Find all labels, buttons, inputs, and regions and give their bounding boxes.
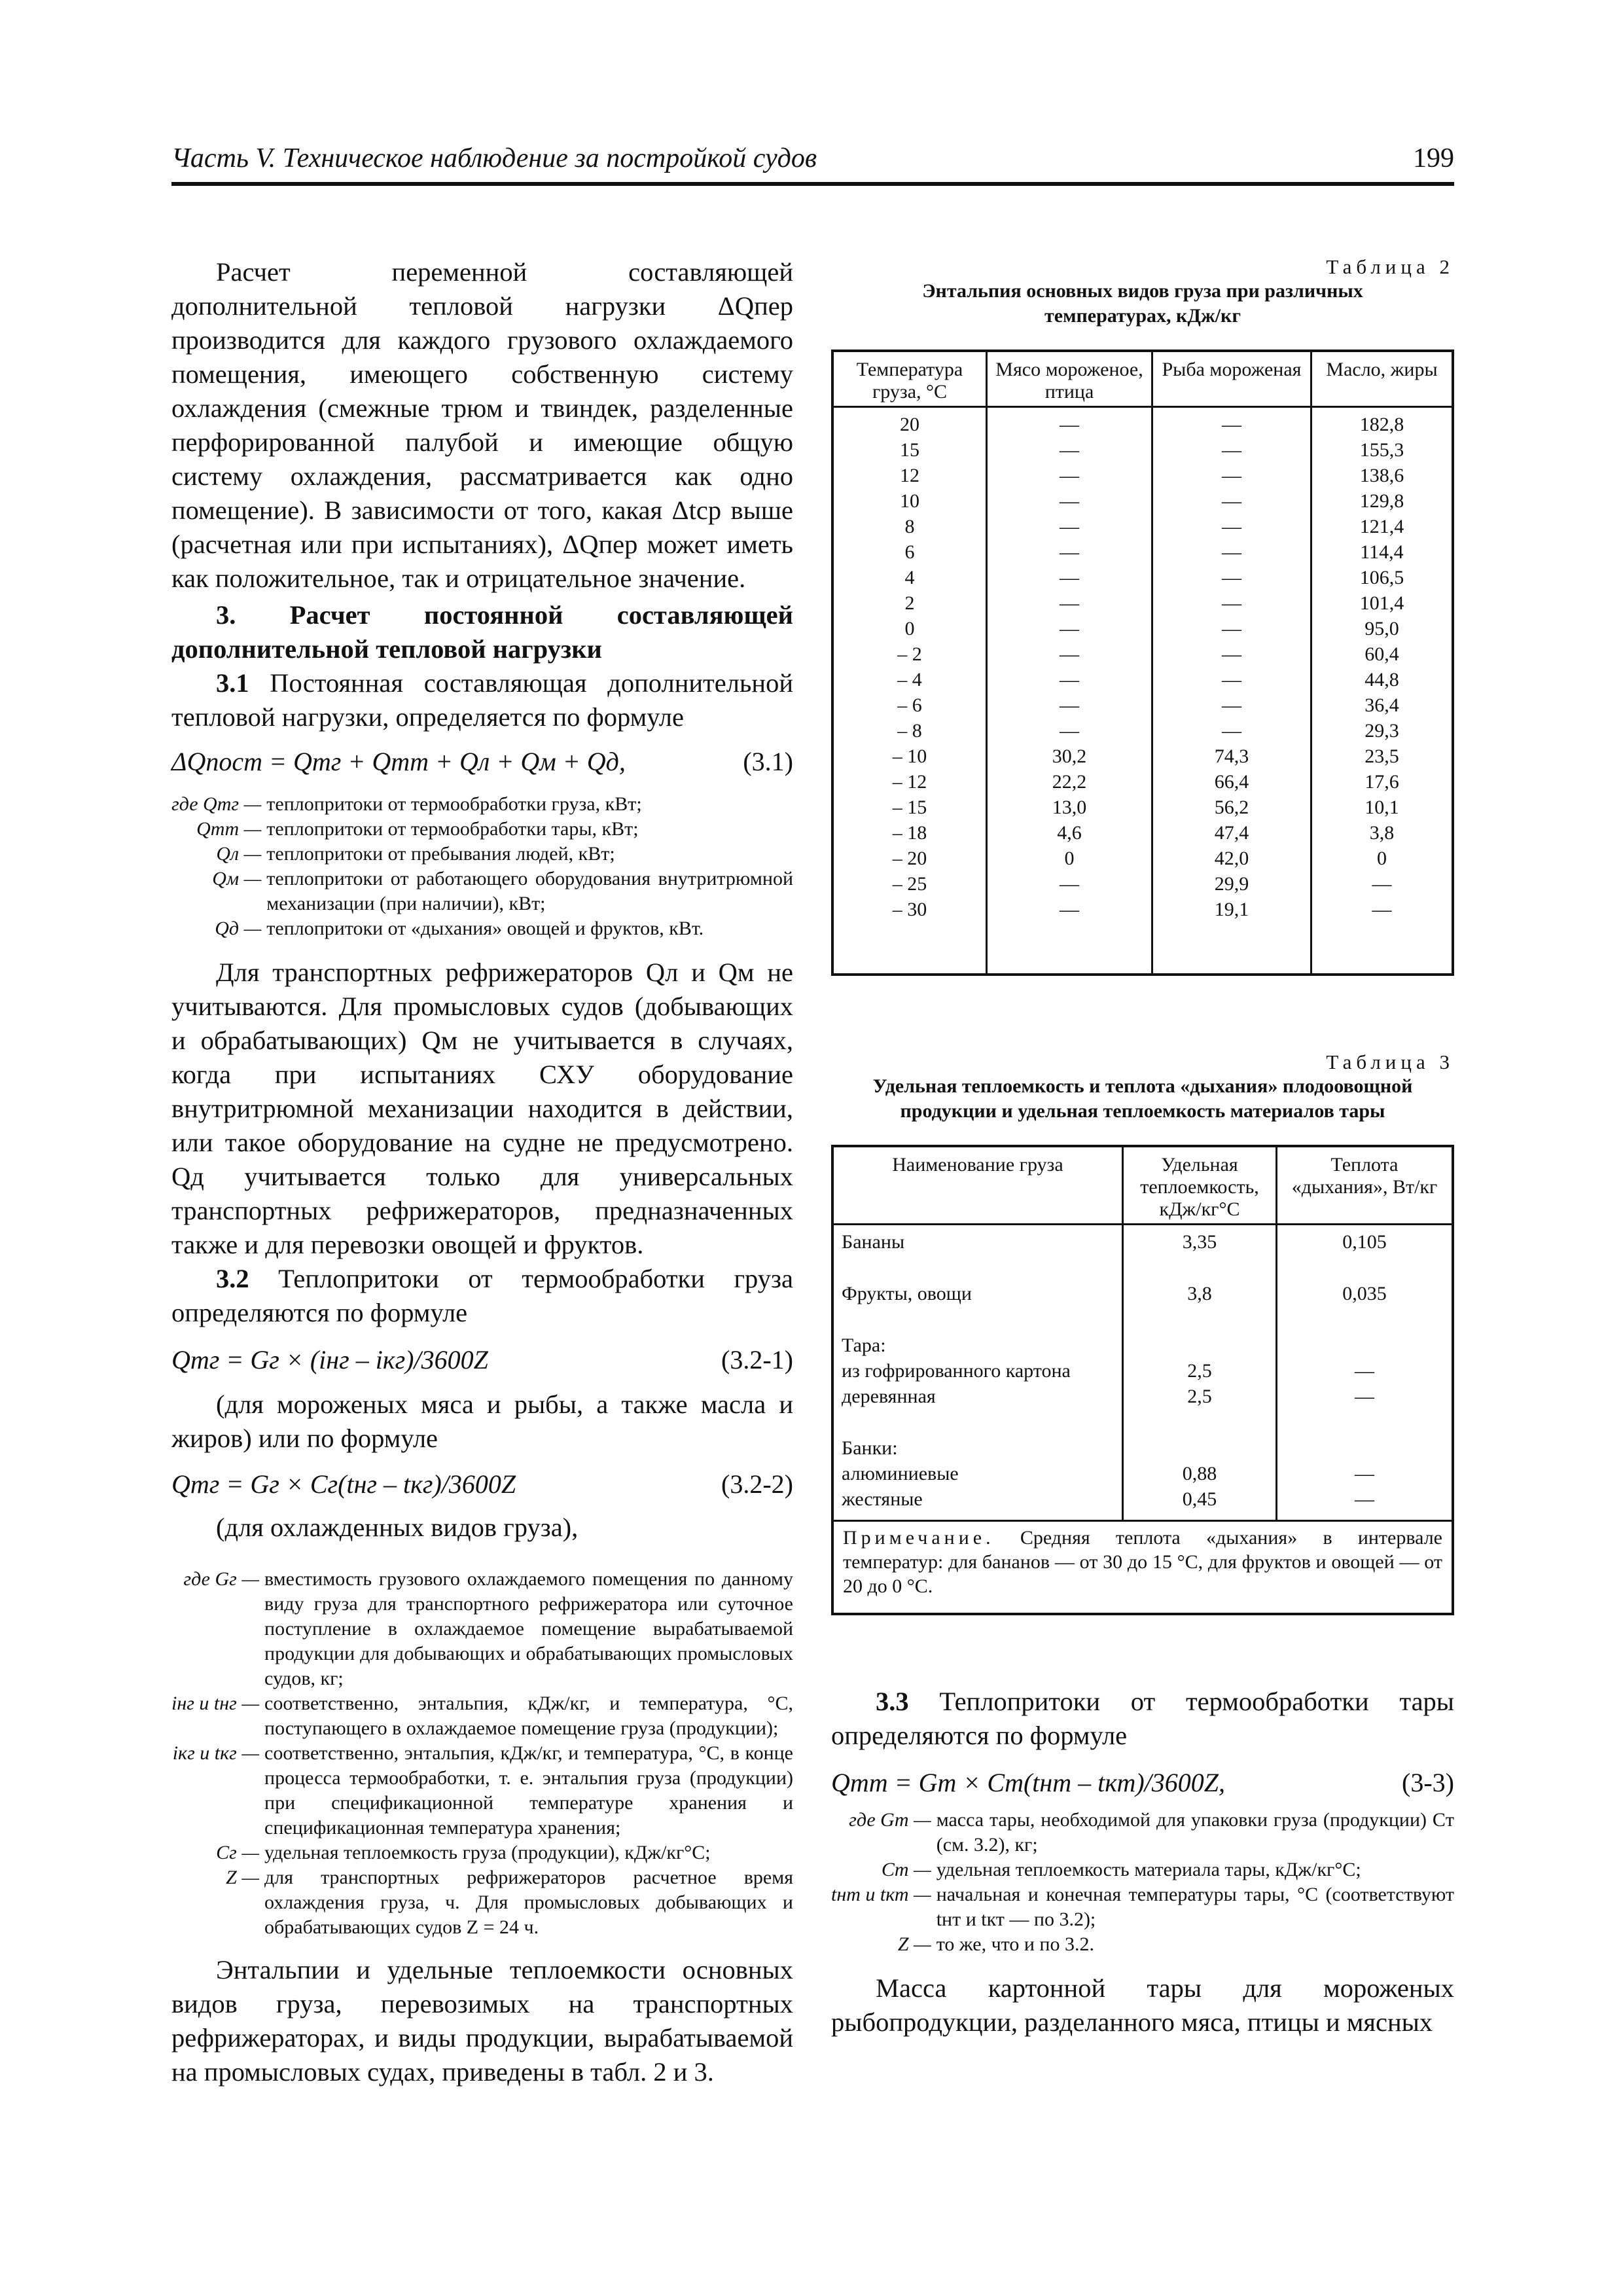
definition-text: масса тары, необходимой для упаковки груза (продукции) Cт (см. 3.2), кг; — [936, 1809, 1454, 1856]
running-header — [171, 139, 1454, 186]
paragraph-frozen: (для мороженых мяса и рыбы, а также масла и жиров) или по формуле — [171, 1390, 793, 1453]
table-cell: — — [1277, 1384, 1454, 1409]
table-row — [832, 1486, 1453, 1512]
table-cell: — — [1277, 1461, 1454, 1486]
table-cell: — — [1152, 667, 1311, 692]
table-spacer-row — [832, 1512, 1453, 1521]
definition-row — [171, 817, 793, 842]
paragraph-3-2 — [171, 1262, 793, 1330]
definition-text: для транспортных рефрижераторов расчетное время охлаждения груза, ч. Для промысловых добывающих и обрабатывающих судов Z = 24 ч. — [264, 1867, 793, 1938]
table-row — [832, 667, 1453, 692]
table-cell: — — [987, 641, 1152, 667]
paragraph-chilled: (для охлажденных видов груза), — [216, 1513, 579, 1542]
table-cell: — — [987, 692, 1152, 718]
definition-symbol: Qм — — [212, 868, 262, 889]
table-cell: — — [987, 488, 1152, 514]
formula-3-3 — [831, 1762, 1454, 1804]
definition-row — [171, 1840, 793, 1865]
table-cell: из гофрированного картона — [832, 1358, 1123, 1384]
table-row — [832, 616, 1453, 641]
table-row — [832, 641, 1453, 667]
column-header-cargo: Наименование груза — [832, 1146, 1123, 1225]
table-cell: 2,5 — [1123, 1384, 1277, 1409]
table-row — [832, 692, 1453, 718]
column-header-heat-capacity: Удельная теплоемкость, кДж/кг°С — [1123, 1146, 1277, 1225]
table-cell: 23,5 — [1311, 744, 1454, 769]
left-column — [171, 255, 793, 2089]
page-number: 199 — [1413, 143, 1454, 173]
clause-number: 3.1 — [216, 668, 249, 698]
table-cell: – 2 — [832, 641, 987, 667]
column-header-fish: Рыба мороженая — [1152, 351, 1311, 407]
table-cell: 66,4 — [1152, 769, 1311, 795]
table-cell: 2,5 — [1123, 1358, 1277, 1384]
table-row — [832, 820, 1453, 846]
table-header-row — [832, 351, 1453, 407]
table-cell — [1277, 1306, 1454, 1358]
table-row — [832, 1255, 1453, 1306]
definition-symbol: где Gт — — [849, 1809, 931, 1831]
table-cell: – 30 — [832, 897, 987, 922]
formula-number: (3.2-2) — [721, 1469, 793, 1499]
definition-row — [171, 1741, 793, 1840]
table-cell: — — [1152, 616, 1311, 641]
table-cell: 106,5 — [1311, 565, 1454, 590]
table-cell: 0,105 — [1277, 1225, 1454, 1255]
table-cell: 6 — [832, 539, 987, 565]
paragraph-3-1 — [171, 666, 793, 734]
table-cell: — — [1152, 539, 1311, 565]
column-header-temperature: Температура груза, °С — [832, 351, 987, 407]
table-cell: — — [987, 437, 1152, 463]
table-cell: 0 — [1311, 846, 1454, 871]
definition-symbol: Cг — — [216, 1842, 260, 1863]
table-cell: 95,0 — [1311, 616, 1454, 641]
table-cell: 19,1 — [1152, 897, 1311, 922]
table-row — [832, 1358, 1453, 1384]
definition-symbol: tнт и tкт — — [831, 1884, 931, 1905]
table-cell: 47,4 — [1152, 820, 1311, 846]
table-cell: – 6 — [832, 692, 987, 718]
definition-text: теплопритоки от термообработки тары, кВт; — [266, 818, 639, 840]
table-row — [832, 407, 1453, 438]
table-cell: 114,4 — [1311, 539, 1454, 565]
table-cell — [1123, 1306, 1277, 1358]
definition-text: теплопритоки от «дыхания» овощей и фруктов, кВт. — [266, 918, 704, 939]
table-cell: Бананы — [832, 1225, 1123, 1255]
definition-row — [831, 1808, 1454, 1857]
table-cell: – 8 — [832, 718, 987, 744]
table-cell: — — [987, 718, 1152, 744]
table-row — [832, 590, 1453, 616]
table-row — [832, 1306, 1453, 1358]
definition-symbol: Z — — [226, 1867, 260, 1888]
table-cell: — — [987, 590, 1152, 616]
table-cell: – 18 — [832, 820, 987, 846]
table-row — [832, 1409, 1453, 1461]
definition-text: удельная теплоемкость груза (продукции), кДж/кг°С; — [264, 1842, 711, 1863]
table-cell: — — [1152, 565, 1311, 590]
table-cell: 2 — [832, 590, 987, 616]
table-cell: 0 — [987, 846, 1152, 871]
formula-3-2-1 — [171, 1339, 793, 1381]
table-cell: деревянная — [832, 1384, 1123, 1409]
table-note — [832, 1521, 1453, 1615]
paragraph-3-3 — [831, 1685, 1454, 1753]
table-cell: — — [1152, 463, 1311, 488]
definition-text: теплопритоки от термообработки груза, кВт; — [266, 793, 642, 815]
definition-text: теплопритоки от работающего оборудования внутритрюмной механизации (при наличии), кВт; — [266, 868, 793, 914]
table-cell: Банки: — [832, 1409, 1123, 1461]
table-cell: 29,3 — [1311, 718, 1454, 744]
definitions-list-3 — [831, 1808, 1454, 1957]
table-row — [832, 437, 1453, 463]
table-cell: — — [987, 616, 1152, 641]
table-cell: 36,4 — [1311, 692, 1454, 718]
definition-text: удельная теплоемкость материала тары, кДж/кг°С; — [936, 1859, 1361, 1880]
definition-symbol: Qл — — [216, 843, 262, 865]
definition-symbol: Z — — [897, 1933, 931, 1955]
table-3-title: Удельная теплоемкость и теплота «дыхания» плодоовощной продукции и удельная теплоемкость материалов тары — [872, 1075, 1413, 1122]
table-row — [832, 795, 1453, 820]
definition-symbol: iнг и tнг — — [171, 1693, 260, 1714]
table-cell — [1152, 922, 1311, 975]
table-cell: – 15 — [832, 795, 987, 820]
paragraph-enthalpies: Энтальпии и удельные теплоемкости основных видов груза, перевозимых на транспортных рефрижераторах, и виды продукции, вырабатываемой на промысловых судах, приведены в табл. 2 и 3. — [171, 1955, 793, 2087]
table-cell: 30,2 — [987, 744, 1152, 769]
table-cell: жестяные — [832, 1486, 1123, 1512]
note-label: Примечание. — [843, 1527, 995, 1549]
table-row — [832, 718, 1453, 744]
table-cell: 3,8 — [1123, 1255, 1277, 1306]
definitions-list-1 — [171, 792, 793, 941]
table-cell: алюминиевые — [832, 1461, 1123, 1486]
paragraph-carton-mass: Масса картонной тары для мороженых рыбопродукции, разделанного мяса, птицы и мясных — [831, 1973, 1454, 2037]
clause-text: Постоянная составляющая дополнительной тепловой нагрузки, определяется по формуле — [171, 668, 793, 732]
definition-symbol: iкг и tкг — — [172, 1742, 260, 1764]
table-cell — [1311, 922, 1454, 975]
table-cell: — — [1277, 1358, 1454, 1384]
formula-number: (3.1) — [743, 747, 793, 776]
table-2-title: Энтальпия основных видов груза при различных температурах, кДж/кг — [922, 280, 1363, 327]
table-cell: 4 — [832, 565, 987, 590]
table-row — [832, 1225, 1453, 1255]
table-cell: — — [987, 463, 1152, 488]
table-row — [832, 744, 1453, 769]
formula-3-2-2 — [171, 1463, 793, 1505]
table-cell: 12 — [832, 463, 987, 488]
section-heading-3: 3. Расчет постоянной составляющей дополнительной тепловой нагрузки — [171, 600, 793, 664]
table-cell: 0 — [832, 616, 987, 641]
table-cell: 101,4 — [1311, 590, 1454, 616]
definition-row — [171, 1865, 793, 1940]
table-row — [832, 514, 1453, 539]
table-cell — [1277, 1409, 1454, 1461]
table-cell: — — [987, 897, 1152, 922]
formula-number: (3.2-1) — [721, 1345, 793, 1374]
definition-row — [831, 1882, 1454, 1932]
table-cell: — — [1152, 488, 1311, 514]
table-note-row — [832, 1521, 1453, 1615]
table-cell: — — [987, 565, 1152, 590]
table-row — [832, 1384, 1453, 1409]
table-cell: — — [1152, 692, 1311, 718]
table-row — [832, 539, 1453, 565]
column-header-respiration: Теплота «дыхания», Вт/кг — [1277, 1146, 1454, 1225]
table-row — [832, 897, 1453, 922]
table-cell: 8 — [832, 514, 987, 539]
table-cell: 0,45 — [1123, 1486, 1277, 1512]
clause-text: Теплопритоки от термообработки тары определяются по формуле — [831, 1687, 1454, 1750]
paragraph-variable-load: Расчет переменной составляющей дополнительной тепловой нагрузки ΔQпер производится для каждого грузового охлаждаемого помещения, имеющего собственную систему охлаждения (смежные трюм и твиндек, разделенные перфорированной палубой и имеющие общую систему охлаждения, рассматривается как одно помещение). В зависимости от того, какая Δtср выше (расчетная или при испытаниях), ΔQпер может иметь как положительное, так и отрицательное значение. — [171, 257, 793, 593]
table-cell: 155,3 — [1311, 437, 1454, 463]
definition-text: то же, что и по 3.2. — [936, 1933, 1094, 1955]
table-cell: — — [1152, 590, 1311, 616]
table-cell: 42,0 — [1152, 846, 1311, 871]
formula-text: Qтг = Gг × Cг(tнг – tкг)/3600Z — [171, 1469, 516, 1499]
table-cell: 0,035 — [1277, 1255, 1454, 1306]
table-cell: 22,2 — [987, 769, 1152, 795]
table-cell: — — [987, 514, 1152, 539]
table-cell: — — [987, 871, 1152, 897]
definition-row — [171, 867, 793, 916]
table-cell: 129,8 — [1311, 488, 1454, 514]
table-cell: – 4 — [832, 667, 987, 692]
note-text: Средняя теплота «дыхания» в интервале температур: для бананов — от 30 до 15 °С, для фруктов и овощей — от 20 до 0 °С. — [843, 1527, 1442, 1597]
definition-row — [831, 1932, 1454, 1957]
header-title: Часть V. Техническое наблюдение за постройкой судов — [171, 143, 817, 173]
definition-symbol: Qд — — [215, 918, 262, 939]
table-cell: — — [987, 539, 1152, 565]
definition-row — [171, 1567, 793, 1691]
table-cell: 182,8 — [1311, 407, 1454, 438]
table-2-enthalpy — [831, 350, 1454, 976]
table-cell: — — [1152, 407, 1311, 438]
table-cell: — — [1152, 437, 1311, 463]
table-cell: — — [1311, 897, 1454, 922]
definition-symbol: где Gг — — [183, 1568, 260, 1590]
table-cell: 74,3 — [1152, 744, 1311, 769]
table-cell — [1123, 1409, 1277, 1461]
table-3-caption: Таблица 3 — [1326, 1050, 1454, 1073]
table-cell: Фрукты, овощи — [832, 1255, 1123, 1306]
table-cell: 4,6 — [987, 820, 1152, 846]
definition-text: начальная и конечная температуры тары, °С (соответствуют tнт и tкт — по 3.2); — [936, 1884, 1454, 1930]
table-cell: – 20 — [832, 846, 987, 871]
definitions-list-2 — [171, 1567, 793, 1940]
table-cell: — — [1152, 514, 1311, 539]
definition-text: соответственно, энтальпия, кДж/кг, и температура, °С, поступающего в охлаждаемое помещение груза (продукции); — [264, 1693, 793, 1739]
table-cell: — — [987, 407, 1152, 438]
clause-number: 3.3 — [876, 1687, 909, 1716]
table-row — [832, 1461, 1453, 1486]
table-row — [832, 769, 1453, 795]
table-cell: – 25 — [832, 871, 987, 897]
definition-symbol: где Qтг — — [171, 793, 262, 815]
table-cell: — — [987, 667, 1152, 692]
table-cell: — — [1277, 1486, 1454, 1512]
table-cell: 0,88 — [1123, 1461, 1277, 1486]
table-cell: 60,4 — [1311, 641, 1454, 667]
definition-symbol: Cт — — [881, 1859, 931, 1880]
table-cell: Тара: — [832, 1306, 1123, 1358]
table-2-caption: Таблица 2 — [1326, 255, 1454, 278]
column-header-oil: Масло, жиры — [1311, 351, 1454, 407]
formula-text: Qтг = Gг × (iнг – iкг)/3600Z — [171, 1345, 488, 1374]
paragraph-transport: Для транспортных рефрижераторов Qл и Qм не учитываются. Для промысловых судов (добывающих и обрабатывающих) Qм не учитывается в случаях, когда при испытаниях СХУ оборудование внутритрюмной механизации находится в действии, или такое оборудование на судне не предусмотрено. Qд учитывается только для универсальных транспортных рефрижераторов, предназначенных также и для перевозки овощей и фруктов. — [171, 958, 793, 1259]
table-cell: — — [1152, 718, 1311, 744]
definition-text: вместимость грузового охлаждаемого помещения по данному виду груза для транспортного рефрижератора или суточное поступление в охлаждаемое помещение вырабатываемой продукции для добывающих и обрабатывающих промысловых судов, кг; — [264, 1568, 793, 1689]
table-cell — [1277, 1512, 1454, 1521]
table-cell: 15 — [832, 437, 987, 463]
table-row — [832, 871, 1453, 897]
table-cell: 29,9 — [1152, 871, 1311, 897]
table-cell: 20 — [832, 407, 987, 438]
table-cell: 3,35 — [1123, 1225, 1277, 1255]
table-cell: – 12 — [832, 769, 987, 795]
table-row — [832, 488, 1453, 514]
table-spacer-row — [832, 922, 1453, 975]
clause-text: Теплопритоки от термообработки груза определяются по формуле — [171, 1264, 793, 1327]
definition-row — [831, 1857, 1454, 1882]
table-cell: 121,4 — [1311, 514, 1454, 539]
definition-row — [171, 916, 793, 941]
table-3-heat-capacity — [831, 1145, 1454, 1615]
table-cell: — — [1152, 641, 1311, 667]
formula-3-1 — [171, 741, 793, 783]
definition-text: теплопритоки от пребывания людей, кВт; — [266, 843, 615, 865]
table-cell — [1123, 1512, 1277, 1521]
formula-number: (3-3) — [1402, 1768, 1454, 1797]
clause-number: 3.2 — [216, 1264, 249, 1293]
table-row — [832, 846, 1453, 871]
table-cell: – 10 — [832, 744, 987, 769]
column-header-meat: Мясо мороженое, птица — [987, 351, 1152, 407]
definition-row — [171, 1691, 793, 1741]
table-cell — [832, 1512, 1123, 1521]
table-header-row — [832, 1146, 1453, 1225]
table-cell — [987, 922, 1152, 975]
definition-text: соответственно, энтальпия, кДж/кг, и температура, °С, в конце процесса термообработки, т. е. энтальпия груза (продукции) при спецификационной температуре хранения и спецификационная температура хранения; — [264, 1742, 793, 1839]
table-cell: 44,8 — [1311, 667, 1454, 692]
table-cell: 13,0 — [987, 795, 1152, 820]
definition-symbol: Qтт — — [196, 818, 262, 840]
table-cell: 56,2 — [1152, 795, 1311, 820]
definition-row — [171, 792, 793, 817]
table-row — [832, 565, 1453, 590]
table-cell — [832, 922, 987, 975]
right-column — [831, 255, 1454, 2039]
table-row — [832, 463, 1453, 488]
table-cell: 138,6 — [1311, 463, 1454, 488]
table-cell: 10,1 — [1311, 795, 1454, 820]
table-cell: 3,8 — [1311, 820, 1454, 846]
table-cell: 17,6 — [1311, 769, 1454, 795]
definition-row — [171, 842, 793, 867]
table-cell: — — [1311, 871, 1454, 897]
formula-text: Qтт = Gт × Cт(tнт – tкт)/3600Z, — [831, 1768, 1226, 1797]
formula-text: ΔQпост = Qтг + Qтт + Qл + Qм + Qд, — [171, 747, 626, 776]
table-cell: 10 — [832, 488, 987, 514]
